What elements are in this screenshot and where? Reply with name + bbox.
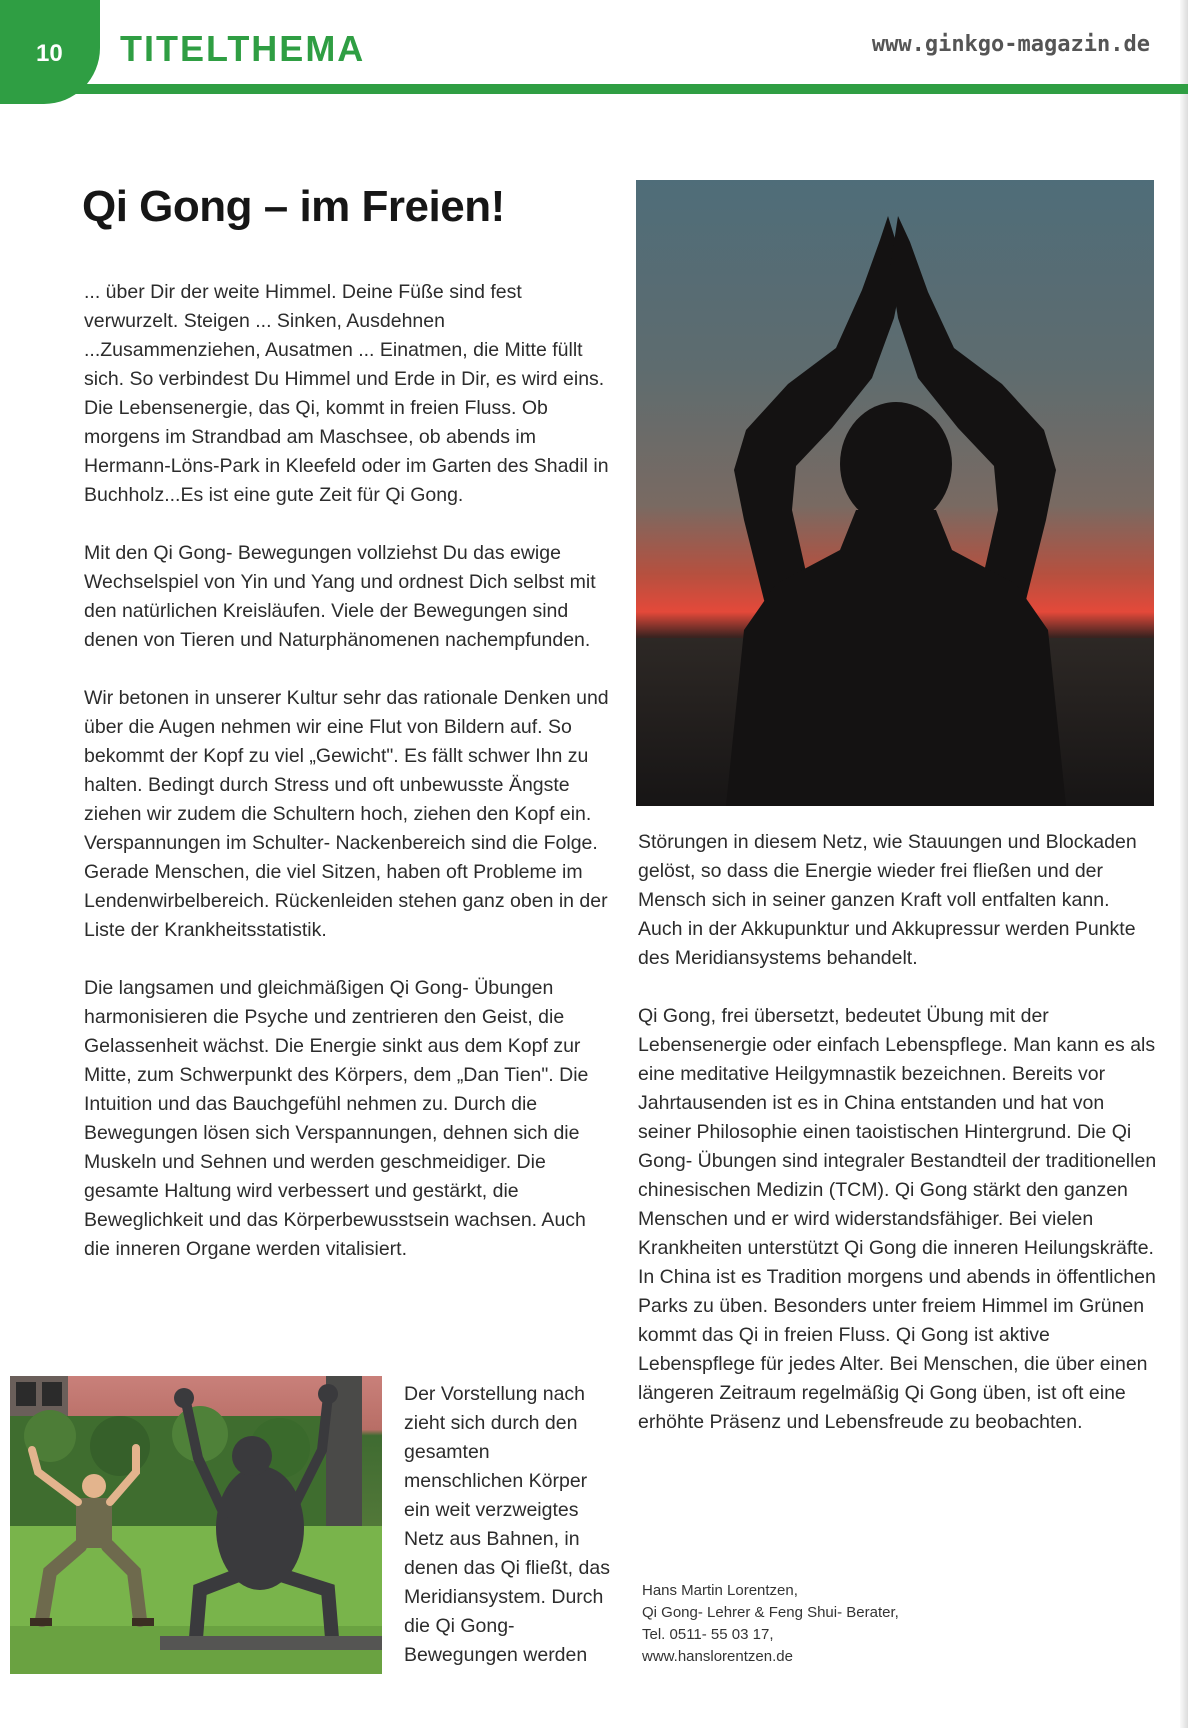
author-role: Qi Gong- Lehrer & Feng Shui- Berater, bbox=[642, 1604, 899, 1621]
author-website: www.hanslorentzen.de bbox=[642, 1648, 793, 1665]
section-title: TITELTHEMA bbox=[120, 28, 366, 69]
paragraph: Störungen in diesem Netz, wie Stauungen und Blockaden gelöst, so dass die Energie wieder frei fließen und der Mensch sich in seiner ganzen Kraft voll entfalten kann. Auch in der Akkupunktur und Akkupressur werden Punkte des Meridiansystems behandelt. bbox=[638, 831, 1137, 969]
paragraph: Wir betonen in unserer Kultur sehr das rationale Denken und über die Augen nehmen wir eine Flut von Bildern auf. So bekommt der Kopf zu viel „Gewicht". Es fällt schwer Ihn zu halten. Bedingt durch Stress und oft unbewusste Ängste ziehen wir zudem die Schultern hoch, ziehen den Kopf ein. Verspannungen im Schulter- Nackenbereich sind die Folge. Gerade Menschen, die viel Sitzen, haben oft Probleme im Lendenwirbelbereich. Rückenleiden stehen ganz oben in der Liste der Krankheitsstatistik. bbox=[84, 687, 609, 941]
silhouette-figure bbox=[636, 180, 1154, 806]
author-phone: Tel. 0511- 55 03 17, bbox=[642, 1626, 774, 1643]
park-sculpture-photo bbox=[10, 1376, 382, 1674]
author-name: Hans Martin Lorentzen, bbox=[642, 1582, 798, 1599]
paragraph: Mit den Qi Gong- Bewegungen vollziehst Du das ewige Wechselspiel von Yin und Yang und ordnest Dich selbst mit den natürlichen Kreisläufen. Viele der Bewegungen sind denen von Tieren und Naturphänomenen nachempfunden. bbox=[84, 542, 596, 651]
paragraph: Die langsamen und gleichmäßigen Qi Gong- Übungen harmonisieren die Psyche und zentrieren den Geist, die Gelassenheit wächst. Die Energie sinkt aus dem Kopf zur Mitte, zum Schwerpunkt des Körpers, dem „Dan Tien". Die Intuition und das Bauchgefühl nehmen zu. Durch die Bewegungen lösen sich Verspannungen, dehnen sich die Muskeln und Sehnen und werden geschmeidiger. Die gesamte Haltung wird verbessert und gestärkt, die Beweglichkeit und das Körperbewusstsein wachsen. Auch die inneren Organe werden vitalisiert. bbox=[84, 977, 589, 1260]
article-title: Qi Gong – im Freien! bbox=[82, 182, 505, 231]
park-scene bbox=[10, 1376, 382, 1674]
right-column bbox=[638, 828, 1158, 1466]
middle-column bbox=[404, 1380, 612, 1699]
paragraph: Qi Gong, frei übersetzt, bedeutet Übung mit der Lebensenergie oder einfach Lebenspflege. Man kann es als eine meditative Heilgymnastik bezeichnen. Bereits vor Jahrtausenden ist es in China entstanden und hat von seiner Philosophie einen taoistischen Hintergrund. Die Qi Gong- Übungen sind integraler Bestandteil der traditionellen chinesischen Medizin (TCM). Qi Gong stärkt den ganzen Menschen und er wird widerstandsfähiger. Bei vielen Krankheiten unterstützt Qi Gong die inneren Heilungskräfte. In China ist es Tradition morgens und abends in öffentlichen Parks zu üben. Besonders unter freiem Himmel im Grünen kommt das Qi in freien Fluss. Qi Gong ist aktive Lebenspflege für jedes Alter. Bei Menschen, die über einen längeren Zeitraum regelmäßig Qi Gong üben, ist oft eine erhöhte Präsenz und Lebensfreude zu beobachten. bbox=[638, 1005, 1157, 1433]
paragraph: Der Vorstellung nach zieht sich durch den gesamten menschlichen Körper ein weit verzweigtes Netz aus Bahnen, in denen das Qi fließt, das Meridiansystem. Durch die Qi Gong-Bewegungen werden bbox=[404, 1383, 610, 1666]
paragraph: ... über Dir der weite Himmel. Deine Füße sind fest verwurzelt. Steigen ... Sinken, Ausdehnen ...Zusammenziehen, Ausatmen ... Einatmen, die Mitte füllt sich. So verbindest Du Himmel und Erde in Dir, es wird eins. Die Lebensenergie, das Qi, kommt in freien Fluss. Ob morgens im Strandbad am Maschsee, ob abends im Hermann-Löns-Park in Kleefeld oder im Garten des Shadil in Buchholz...Es ist eine gute Zeit für Qi Gong. bbox=[84, 281, 609, 506]
left-column bbox=[84, 278, 614, 1293]
author-info bbox=[642, 1580, 1042, 1668]
page-number: 10 bbox=[36, 40, 63, 67]
sunset-silhouette-photo bbox=[636, 180, 1154, 806]
header-rule bbox=[0, 84, 1188, 94]
website-url: www.ginkgo-magazin.de bbox=[871, 32, 1150, 57]
page-edge bbox=[1180, 0, 1188, 1728]
